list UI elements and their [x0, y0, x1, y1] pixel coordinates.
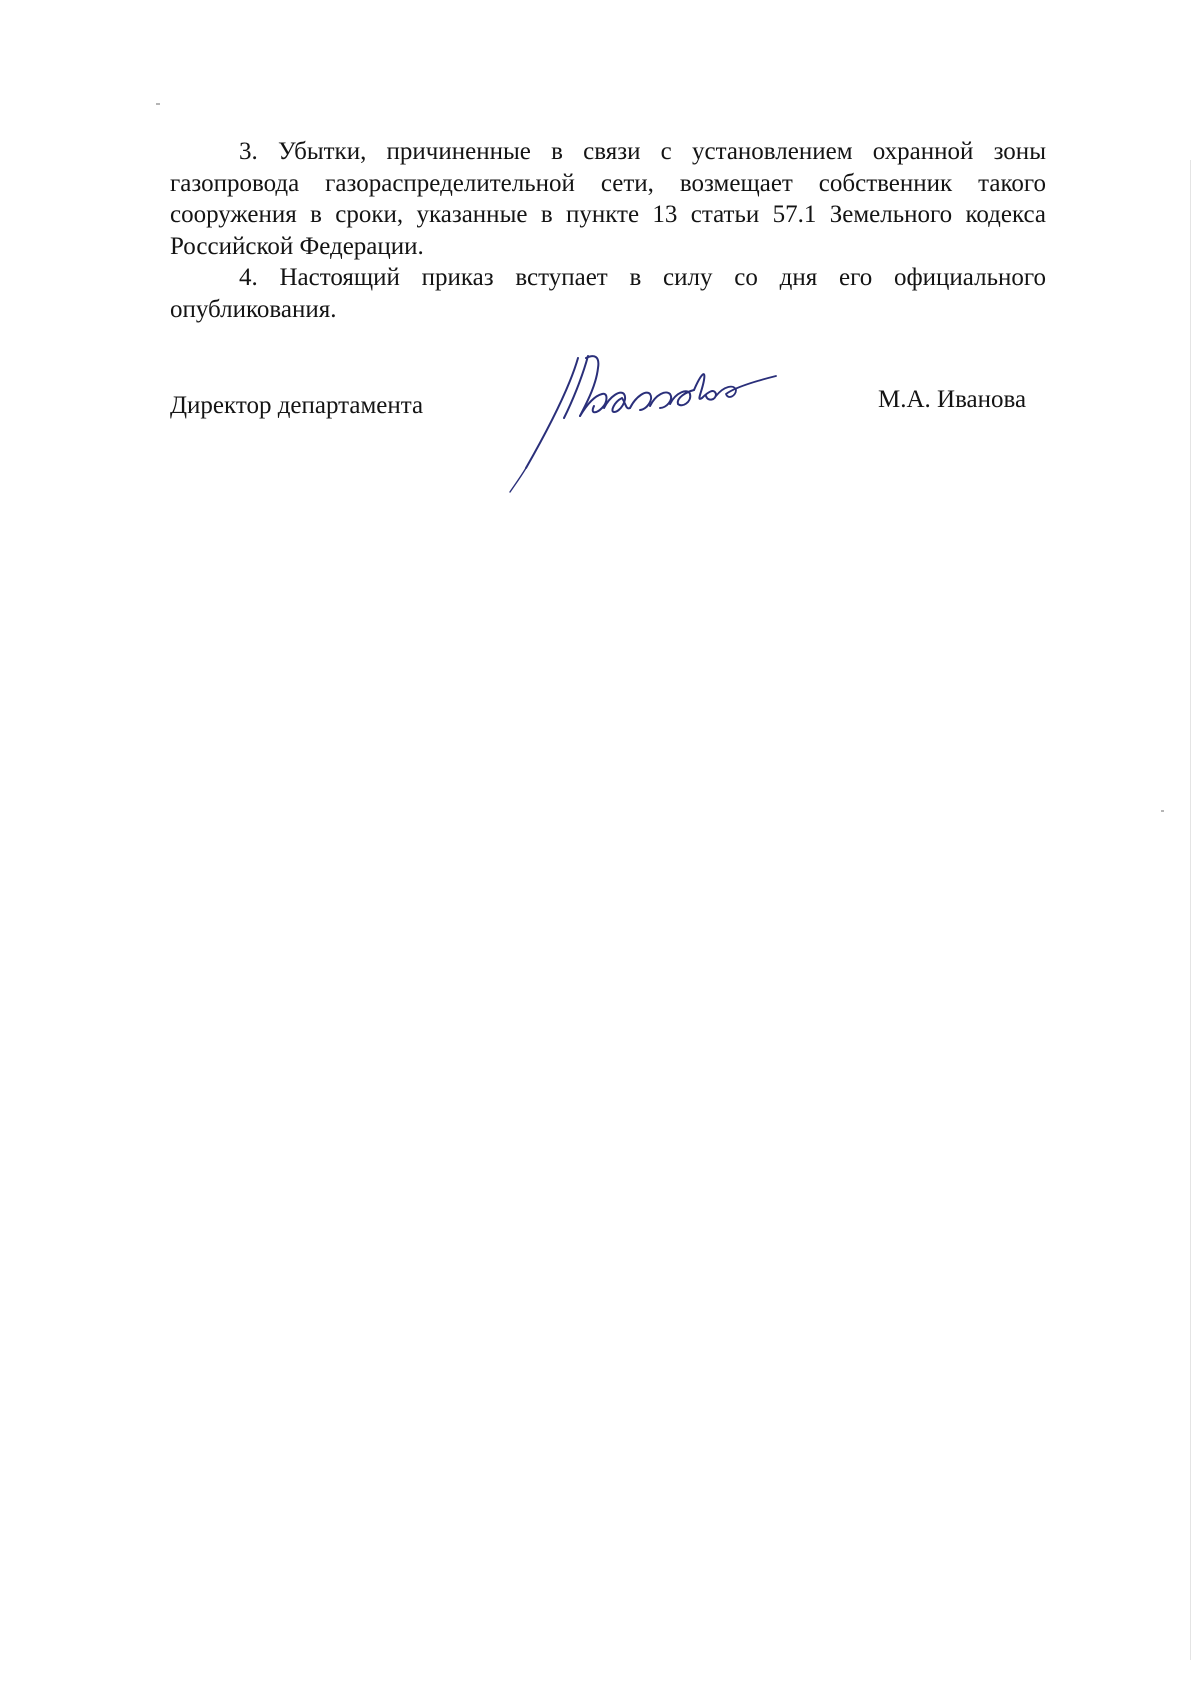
document-body	[170, 136, 1046, 325]
paragraph-4: 4. Настоящий приказ вступает в силу со дня его официального опубликования.	[170, 264, 1046, 323]
signatory-name: М.А. Иванова	[878, 386, 1027, 413]
scan-edge-line	[1190, 160, 1191, 1660]
paragraph-3: 3. Убытки, причиненные в связи с установлением охранной зоны газопровода газораспределительной сети, возмещает собственник такого сооружения в сроки, указанные в пункте 13 статьи 57.1 Земельного кодекса Российской Федерации.	[170, 138, 1046, 260]
signatory-position: Директор департамента	[170, 392, 424, 419]
scan-speck	[1161, 810, 1164, 812]
signature-block	[170, 370, 1050, 520]
scan-speck	[156, 103, 160, 105]
handwritten-signature	[490, 346, 790, 496]
